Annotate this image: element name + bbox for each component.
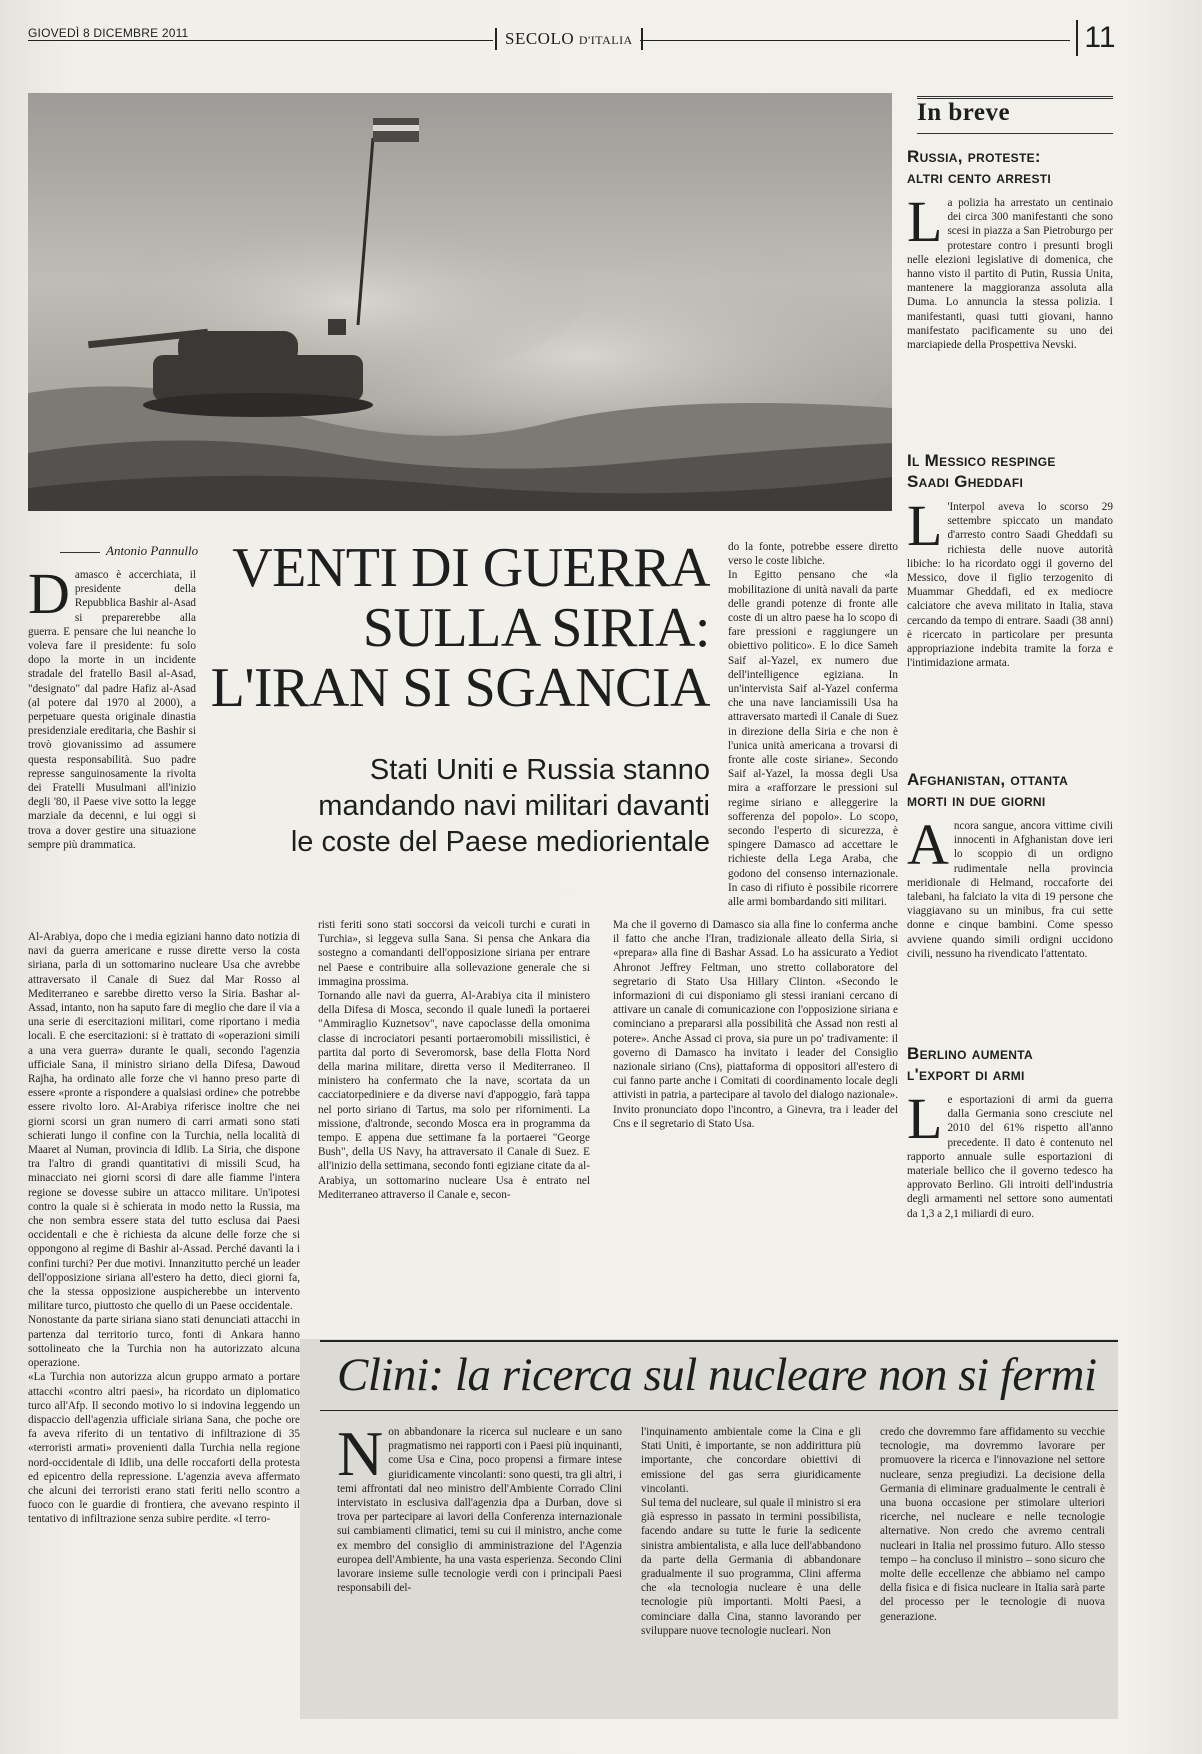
- clini-box-title: Clini: la ricerca sul nucleare non si fermi: [337, 1349, 1097, 1401]
- box-top-rule: [320, 1340, 1118, 1342]
- article-column-3-top: [728, 540, 898, 915]
- brief-afghanistan: [907, 769, 1113, 1029]
- brief-headline-line: Afghanistan, ottanta: [907, 770, 1069, 789]
- clini-paragraph: Sul tema del nucleare, sul quale il ministro si era già espresso in passato in termini possibilista, facendo andare su tutte le furie la sedicente sinistra ambientalista, e alla luce dell'abbandono da parte della Germania di abbandonare gradualmente il suo programma, Clini afferma che «la tecnologia nucleare è una delle tecnologie più importanti. Molti Paesi, a cominciare dalla Cina, stanno lavorando per sviluppare nuove tecnologie nucleari. Non: [641, 1497, 861, 1637]
- brief-paragraph: a polizia ha arrestato un centinaio dei circa 300 manifestanti che sono scesi in piazza a San Pietroburgo per protestare contro i presunti brogli nelle elezioni legislative di domenica, che hanno visto il partito di Putin, Russia Unita, mantenere la maggioranza assoluta alla Duma. Lo annuncia la stessa polizia. I manifestanti, quasi tutti giovani, hanno manifestato pacificamente su uno dei marciapiede della Prospettiva Nevski.: [907, 197, 1113, 352]
- brief-russia: [907, 146, 1113, 436]
- article-column-1-bottom: [28, 930, 300, 1715]
- clini-column-2: [641, 1425, 861, 1715]
- subhead-line: mandando navi militari davanti: [318, 790, 710, 822]
- brief-headline-line: Berlino aumenta: [907, 1044, 1033, 1063]
- brief-text: [907, 1093, 1113, 1283]
- brief-headline-line: morti in due giorni: [907, 791, 1046, 810]
- headline-line: L'IRAN SI SGANCIA: [210, 657, 710, 719]
- clini-paragraph: credo che dovremmo fare affidamento su vecchie tecnologie, ma dovremmo lavorare per promuovere la ricerca e l'innovazione nel settore nucleare, senza pregiudizi. La decisione della Germania di eliminare gradualmente le centrali è una buona occasione per stimolare ulteriori ricerche, nel nucleare e nelle tecnologie alternative. Non credo che avremo centrali nucleari in Italia nel prossimo futuro. Allo stesso tempo – ha concluso il ministro – sono sicuro che molte delle eccellenze che abbiamo nel campo della fisica e di fisica nucleare in Italia sarà parte del processo per le tecnologie di nuova generazione.: [880, 1426, 1105, 1623]
- brief-headline-line: Russia, proteste:: [907, 147, 1041, 166]
- brief-text: [907, 819, 1113, 1031]
- masthead-rule-left: [28, 40, 493, 41]
- masthead-rule-right: [640, 40, 1070, 41]
- article-paragraph: «La Turchia non autorizza alcun gruppo armato a portare attacchi «contro altri paesi», ha ricordato un diplomatico turco all'Afp. Il secondo motivo lo si indovina leggendo un dispaccio dell'agenzia ufficiale siriana Sana, che poche ore fa aveva riferito di un tentativo di infiltrazione di 35 «terroristi armati» provenienti dalla Turchia nella regione nord-occidentale di Idlib, una delle roccaforti della protesta ed epicentro della repressione. L'agenzia aveva affermato che alcuni dei terroristi erano stati feriti nello scontro a fuoco con le guardie di frontiera, che avevano respinto il tentativo di infiltrazione senza subire perdite. «I terro-: [28, 1371, 300, 1526]
- brief-paragraph: 'Interpol aveva lo scorso 29 settembre spiccato un mandato d'arresto contro Saadi Gheddafi su richiesta delle nuove autorità libiche: lo ha ricordato oggi il governo del Messico, dove il figlio terzogenito di Muammar Gheddafi, ed ex mediocre calciatore che aveva militato in Italia, stava cercando da tempo di entrare. Saadi (38 anni) è ricercato in particolare per presunta appropriazione indebita tramite la forza e l'intimidazione armata.: [907, 501, 1113, 670]
- brief-text: [907, 500, 1113, 776]
- brief-berlino: [907, 1043, 1113, 1283]
- issue-date: GIOVEDÌ 8 DICEMBRE 2011: [28, 26, 189, 40]
- drop-cap: N: [337, 1425, 384, 1489]
- subhead-line: le coste del Paese mediorientale: [290, 826, 710, 858]
- article-paragraph: Ma che il governo di Damasco sia alla fine lo conferma anche il fatto che anche l'Iran, tradizionale alleato della Siria, si «prepara» alla fine di Bashar Assad. Lo ha assicurato a Yediot Ahronot Jeffrey Feltman, uno stretto collaboratore del segretario di Stato Usa Hillary Clinton. «Secondo le informazioni di cui disponiamo gli stessi iraniani cercano di attivare un canale di comunicazione con l'opposizione siriana e cominciano a prepararsi alla possibilità che Assad non resti al potere». Anche Assad ci prova, sia pure un po' tradivamente: il governo di Damasco ha invitato i leader del Consiglio nazionale siriano (Cns), piattaforma di oppositori all'estero di cui fanno parte anche i Comitati di coordinamento locale degli attivisti in patria, a partecipare al tavolo del dialogo nazionale». Invito pronunciato dopo l'incontro, a Ginevra, tra i leader del Cns e il segretario di Stato Usa.: [613, 919, 898, 1130]
- brief-headline-line: Saadi Gheddafi: [907, 472, 1024, 491]
- article-paragraph: Nonostante da parte siriana siano stati denunciati attacchi in partenza dal territorio turco, fonti di Ankara hanno sottolineato che la Turchia non ha autorizzato alcuna operazione.: [28, 1314, 300, 1370]
- clini-paragraph: on abbandonare la ricerca sul nucleare e un sano pragmatismo nei rapporti con i Paesi più inquinanti, come Usa e Cina, poco propensi a firmare intese giuridicamente vincolanti: sono questi, tra gli altri, i temi affrontati dal neo ministro dell'Ambiente Corrado Clini intervistato in esclusiva dall'agenzia dpa a Durban, dove si trova per partecipare ai lavori della Conferenza internazionale sui cambiamenti climatici, temi su cui il ministro, anche come ex membro del consiglio di amministrazione del l'Agenzia europea dell'Ambiente, ha una vasta esperienza. Secondo Clini lavorare insieme sulle tecnologie verdi con i principali Paesi responsabili del-: [337, 1426, 622, 1595]
- brief-paragraph: ncora sangue, ancora vittime civili innocenti in Afghanistan dove ieri lo scoppio di un ordigno rudimentale nella provincia meridionale di Helmand, roccaforte dei talebani, ha falciato la vita di 19 persone che viaggiavano su un minibus, fra cui sette donne e cinque bambini. Come spesso avviene quando simili ordigni uccidono civili, nessuno ha rivendicato l'attentato.: [907, 820, 1113, 960]
- headline: [210, 538, 710, 718]
- byline: Antonio Pannullo: [60, 543, 198, 559]
- drop-cap: L: [907, 1093, 943, 1151]
- clini-column-1: [337, 1425, 622, 1715]
- drop-cap: D: [28, 568, 70, 626]
- paper-name: SECOLO: [505, 29, 575, 48]
- article-column-3-bottom: [613, 918, 898, 1270]
- headline-line: VENTI DI GUERRA: [232, 537, 710, 599]
- box-title-rule: [320, 1410, 1118, 1411]
- brief-headline-line: l'export di armi: [907, 1065, 1025, 1084]
- brief-paragraph: e esportazioni di armi da guerra dalla Germania sono cresciute nel 2010 del 61% rispetto all'anno precedente. Il dato è contenuto nel rapporto annuale sulle esportazioni di materiale bellico che il governo tedesco ha approvato Berlino. Gli introiti dell'industria degli armamenti nel settore sono aumentati da 1,3 a 2,1 miliardi di euro.: [907, 1094, 1113, 1220]
- article-paragraph: Al-Arabiya, dopo che i media egiziani hanno dato notizia di navi da guerra americane e russe dirette verso la costa siriana, parla di un sottomarino nucleare Usa che avrebbe attraversato il Canale di Suez dal Mar Rosso al Mediterraneo e sarebbe diretto verso la Siria. Bashar al-Assad, intanto, non ha saputo fare di meglio che dare il via a una serie di esercitazioni militari, come riportano i media locali. E che esercitazioni: si è trattato di «operazioni simili a una vera guerra» durante le quali, secondo l'agenzia ufficiale Sana, il ministro siriano della Difesa, Dawoud Rajha, ha ordinato alle forze che vi hanno preso parte di essere «pronte a rispondere a qualsiasi ordine» che potrebbe essere rivolto loro. Al-Arabiya riferisce inoltre che nei giorni scorsi un gran numero di carri armati sono stati schierati lungo il confine con la Turchia, nella località di Maaret al Numan, provincia di Idlib. La Siria, che dispone tra l'altro di grandi quantitativi di missili Scud, ha minacciato nei giorni scorsi di dare alle fiamme l'intera regione se dovesse subire un attacco militare. Un'ipotesi contro la quale si è schierata in modo netto la Russia, ma che non sembra essere stata del tutto esclusa dai Paesi occidentali e che è richiesta da alcune delle forze che si oppongono al regime di Bashir al-Assad. Perché davanti la i confini turchi? Per due motivi. Innanzitutto perché un leader dell'opposizione siriana all'estero ha detto, dieci giorni fa, che la stessa opposizione auspicherebbe un intervento militare turco, piuttosto che quello di un Paese occidentale.: [28, 931, 300, 1313]
- tank-photo-image: [28, 93, 892, 511]
- drop-cap: L: [907, 500, 943, 558]
- brief-headline-line: altri cento arresti: [907, 168, 1052, 187]
- masthead-title: [495, 28, 643, 50]
- article-paragraph: Tornando alle navi da guerra, Al-Arabiya cita il ministero della Difesa di Mosca, secondo il quale lunedì la portaerei "Ammiraglio Kuznetsov", nave capoclasse della omonima classe di incrociatori pesanti portaeromobili missilistici, è partita dal porto di Severomorsk, base della Flotta Nord della marina militare, diretta verso il Mediterraneo. Il ministero ha confermato che la nave, scortata da un cacciatorpediniere e da diverse navi d'appoggio, farà tappa nel porto siriano di Tartus, ma solo per rifornimenti. La missione, d'altronde, secondo Mosca era in programma da tempo. E appena due settimane fa la portaerei "George Bush", della US Navy, ha attraversato il Canale di Suez. E all'inizio della settimana, secondo fonti egiziane citate da al-Arabiya, un sottomarino nucleare Usa è entrato nel Mediterraneo attraverso il Canale e, secon-: [318, 990, 590, 1201]
- article-paragraph: In Egitto pensano che «la mobilitazione di unità navali da parte delle grandi potenze di fronte alle coste di un altro paese ha lo scopo di fare pressioni e raggiungere un obiettivo politico». E lo dice Sameh Saif al-Yazel, ex numero due dell'intelligence egiziana. In un'intervista Saif al-Yazel conferma che una nave lanciamissili Usa ha attraversato martedì il Canale di Suez in direzione della Siria e che non è l'unica unità americana a trovarsi di fronte alle coste siriane». Secondo Saif al-Yazel, la mossa degli Usa mira a «rafforzare le pressioni sul regime siriano e alleggerire la sofferenza del popolo». Lo scopo, secondo l'esperto di sicurezza, è spingere Damasco ad accettare le richieste della Lega Araba, che godono del consenso internazionale. In caso di rifiuto è possibile ricorrere alle armi bombardando siti militari.: [728, 569, 898, 909]
- article-column-1-top: [28, 568, 196, 926]
- brief-headline: [907, 1043, 1113, 1085]
- clini-paragraph: l'inquinamento ambientale come la Cina e gli Stati Uniti, è importante, se non addirittura più importante, che concordare obiettivi di emissione del gas serra giuridicamente vincolanti.: [641, 1426, 861, 1495]
- drop-cap: L: [907, 196, 943, 254]
- brief-headline: [907, 146, 1113, 188]
- in-breve-title: In breve: [917, 99, 1011, 126]
- clini-column-3: [880, 1425, 1105, 1715]
- subhead-line: Stati Uniti e Russia stanno: [369, 754, 710, 786]
- brief-headline-line: Il Messico respinge: [907, 451, 1056, 470]
- article-paragraph: do la fonte, potrebbe essere diretto verso le coste libiche.: [728, 541, 898, 568]
- headline-line: SULLA SIRIA:: [362, 597, 710, 659]
- brief-headline: [907, 769, 1113, 811]
- tank-photo: [28, 93, 892, 511]
- article-paragraph: risti feriti sono stati soccorsi da veicoli turchi e curati in Turchia», si leggeva sulla Sana. Si pensa che Ankara dia sostegno a comandanti dell'opposizione siriana per entrare nel Paese e contribuire alla sollevazione generale che si immagina prossima.: [318, 919, 590, 988]
- brief-headline: [907, 450, 1113, 492]
- subheadline: [205, 752, 710, 860]
- in-breve-label: [917, 96, 1113, 134]
- drop-cap: A: [907, 819, 949, 877]
- brief-text: [907, 196, 1113, 428]
- page-number: 11: [1076, 20, 1122, 56]
- article-paragraph: amasco è accerchiata, il presidente della Repubblica Bashir al-Asad si preparerebbe alla guerra. E pensare che lui neanche lo voleva fare il presidente: fu solo dopo la morte in un incidente stradale del fratello Basil al-Asad, "designato" dal padre Hafiz al-Asad (al potere dal 1970 al 2000), a perpetuare questa originale dinastia presidenziale ereditaria, che Bashir si trovò giovanissimo ad assumere questa responsabilità. Suo padre represse sanguinosamente la rivolta dei Fratelli Musulmani all'inizio degli '80, il Paese vive sotto la legge marziale da decenni, e lui oggi si trova a dover gestire una situazione sempre più drammatica.: [28, 569, 196, 851]
- paper-name-suffix: D'ITALIA: [578, 33, 633, 47]
- brief-messico: [907, 450, 1113, 780]
- article-column-2: [318, 918, 590, 1270]
